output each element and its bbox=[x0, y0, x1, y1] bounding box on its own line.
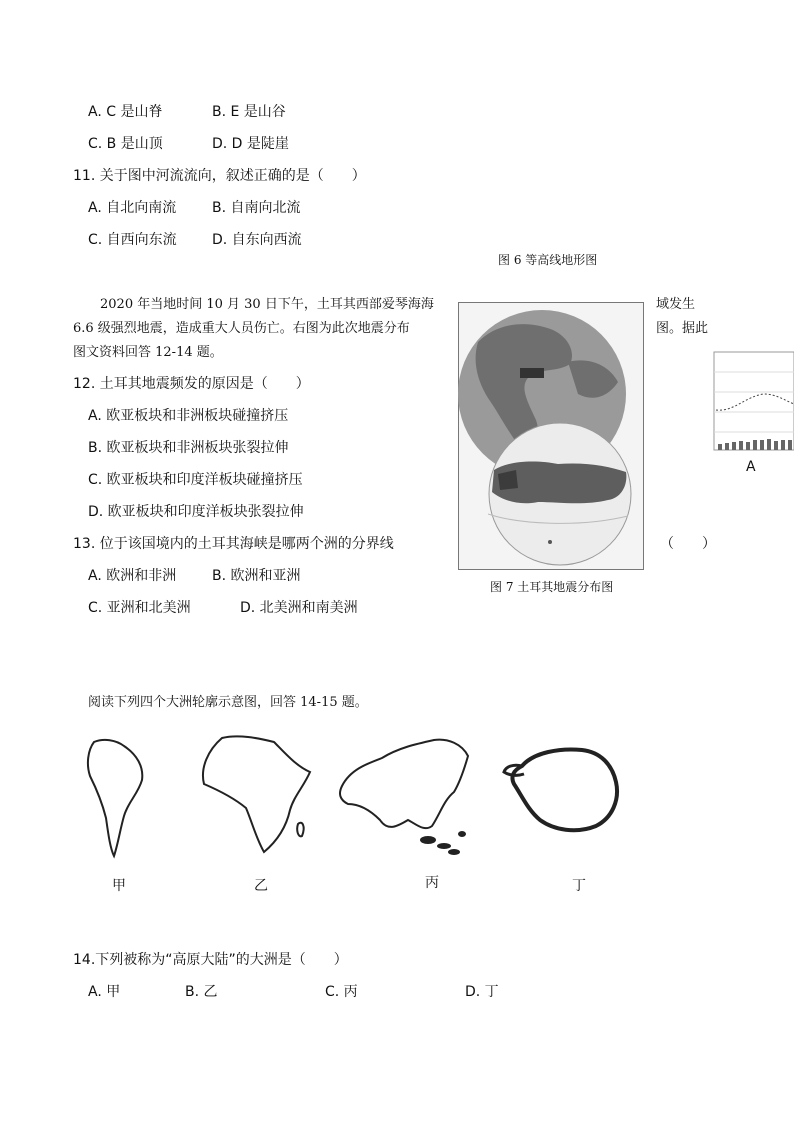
q13-option-c: C. 亚洲和北美洲 bbox=[88, 600, 191, 616]
q13-paren: （ ） bbox=[660, 536, 716, 552]
climate-chart-label: A bbox=[746, 459, 756, 475]
q12-option-c: C. 欧亚板块和印度洋板块碰撞挤压 bbox=[88, 472, 303, 488]
turkey-highlight bbox=[520, 368, 544, 378]
q11-option-d: D. 自东向西流 bbox=[212, 232, 302, 248]
q14-option-a: A. 甲 bbox=[88, 984, 121, 1000]
q11-option-c: C. 自西向东流 bbox=[88, 232, 177, 248]
asia-outline bbox=[336, 734, 474, 860]
q13-option-d: D. 北美洲和南美洲 bbox=[240, 600, 358, 616]
precip-bar bbox=[767, 439, 771, 450]
continent-label-yi: 乙 bbox=[254, 878, 268, 894]
continent-label-ding: 丁 bbox=[572, 878, 586, 894]
q12-option-a: A. 欧亚板块和非洲板块碰撞挤压 bbox=[88, 408, 289, 424]
south-america-outline bbox=[80, 736, 148, 860]
continent-label-jia: 甲 bbox=[112, 878, 126, 894]
precip-bar bbox=[788, 440, 792, 450]
precip-bar bbox=[725, 443, 729, 450]
q14-stem: 14.下列被称为“高原大陆”的大洲是（ ） bbox=[73, 952, 348, 968]
precip-bar bbox=[718, 444, 722, 450]
climate-chart-a bbox=[706, 348, 794, 454]
passage-line1: 2020 年当地时间 10 月 30 日下午，土耳其西部爱琴海海 bbox=[100, 297, 434, 312]
precip-bar bbox=[774, 441, 778, 450]
q12-option-d: D. 欧亚板块和印度洋板块张裂拉伸 bbox=[88, 504, 304, 520]
continent-label-bing: 丙 bbox=[425, 875, 439, 891]
q10-option-a: A. C 是山脊 bbox=[88, 104, 163, 120]
q10-option-b: B. E 是山谷 bbox=[212, 104, 286, 120]
q14-option-c: C. 丙 bbox=[325, 984, 358, 1000]
passage-line2: 6.6 级强烈地震，造成重大人员伤亡。右图为此次地震分布 bbox=[73, 321, 410, 336]
city-marker bbox=[548, 540, 552, 544]
precip-bar bbox=[732, 442, 736, 450]
precip-bar bbox=[746, 442, 750, 450]
q11-stem: 11. 关于图中河流流向，叙述正确的是（ ） bbox=[73, 168, 366, 184]
q11-option-a: A. 自北向南流 bbox=[88, 200, 177, 216]
fig6-caption: 图 6 等高线地形图 bbox=[498, 253, 598, 267]
q13-stem: 13. 位于该国境内的土耳其海峡是哪两个洲的分界线 bbox=[73, 536, 394, 552]
passage-line2-end: 图。据此 bbox=[656, 321, 709, 336]
q11-option-b: B. 自南向北流 bbox=[212, 200, 301, 216]
q10-option-d: D. D 是陡崖 bbox=[212, 136, 289, 152]
q13-option-b: B. 欧洲和亚洲 bbox=[212, 568, 301, 584]
q14-option-b: B. 乙 bbox=[185, 984, 218, 1000]
precip-bar bbox=[781, 440, 785, 450]
passage-line1-end: 域发生 bbox=[656, 297, 696, 312]
africa-outline bbox=[198, 732, 316, 856]
q12-stem: 12. 土耳其地震频发的原因是（ ） bbox=[73, 376, 310, 392]
q14-option-d: D. 丁 bbox=[465, 984, 499, 1000]
q12-option-b: B. 欧亚板块和非洲板块张裂拉伸 bbox=[88, 440, 289, 456]
q13-option-a: A. 欧洲和非洲 bbox=[88, 568, 177, 584]
passage-line3: 图文资料回答 12-14 题。 bbox=[73, 345, 223, 360]
fig7-turkey-map bbox=[458, 302, 644, 570]
q10-option-c: C. B 是山顶 bbox=[88, 136, 163, 152]
precip-bar bbox=[753, 440, 757, 450]
precip-bar bbox=[760, 440, 764, 450]
fig7-caption: 图 7 土耳其地震分布图 bbox=[490, 580, 614, 594]
antarctica-outline bbox=[500, 744, 622, 834]
precip-bar bbox=[739, 441, 743, 450]
intro-14-15: 阅读下列四个大洲轮廓示意图，回答 14-15 题。 bbox=[88, 695, 368, 710]
